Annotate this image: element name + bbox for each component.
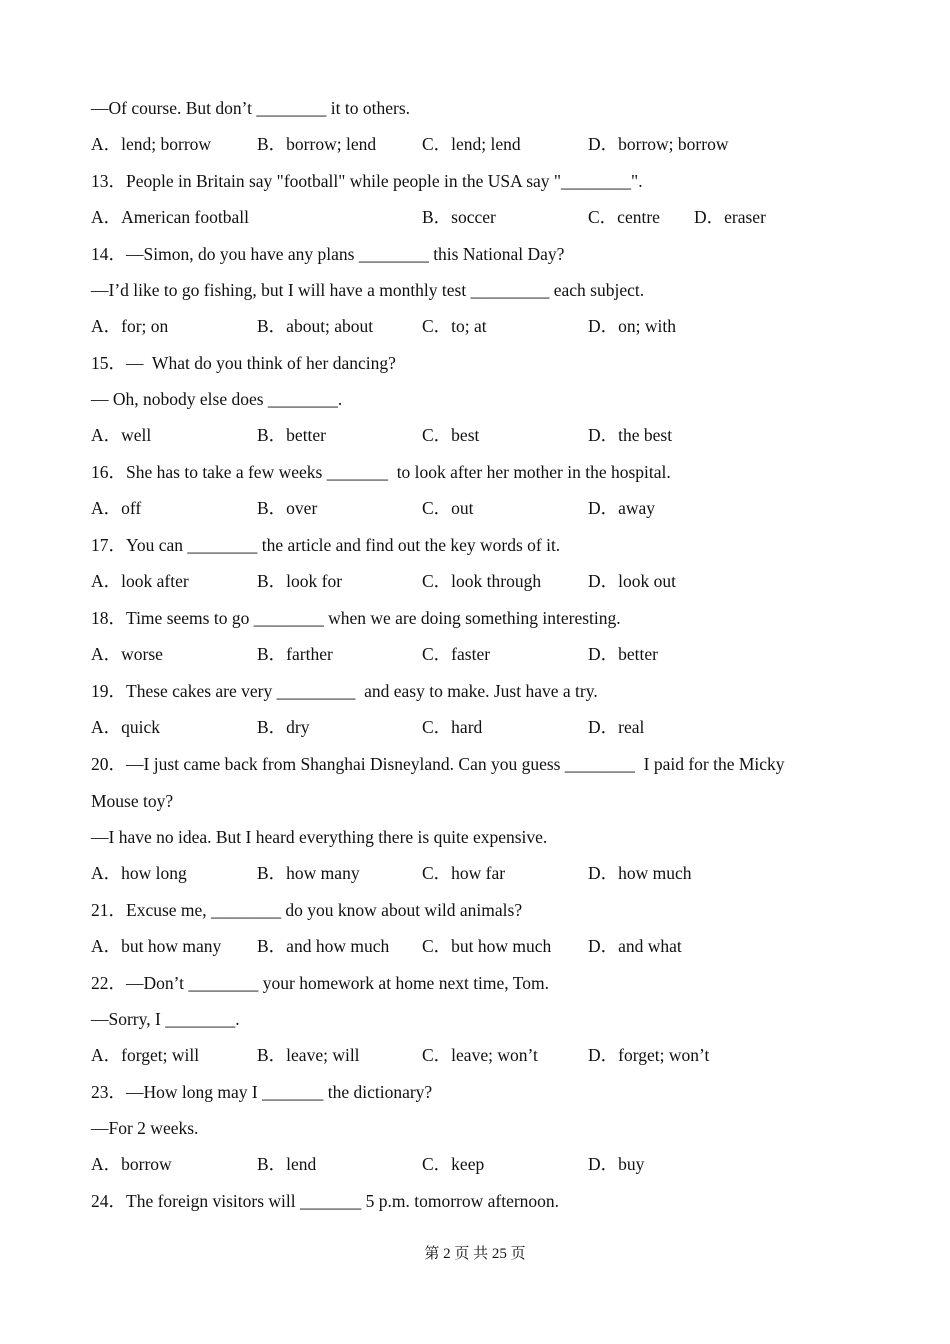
option-b: B．lend xyxy=(257,1154,317,1174)
options-row xyxy=(91,935,891,957)
question-21: 21．Excuse me, ________ do you know about wild animals? xyxy=(91,900,523,920)
option-c: C．how far xyxy=(422,863,506,883)
question-16: 16．She has to take a few weeks _______ to look after her mother in the hospital. xyxy=(91,462,671,482)
option-a: A．borrow xyxy=(91,1154,172,1174)
option-d: D．eraser xyxy=(694,207,766,227)
option-c: C．to; at xyxy=(422,316,487,336)
option-d: D．on; with xyxy=(588,316,676,336)
option-b: B．how many xyxy=(257,863,360,883)
question-22: 22．—Don’t ________ your homework at home next time, Tom. xyxy=(91,973,549,993)
options-row xyxy=(91,315,891,337)
option-a: A．for; on xyxy=(91,316,169,336)
option-a: A．how long xyxy=(91,863,187,883)
options-row xyxy=(91,133,891,155)
options-row xyxy=(91,716,891,738)
options-row xyxy=(91,206,891,228)
option-d: D．better xyxy=(588,644,658,664)
page-footer: 第 2 页 共 25 页 xyxy=(424,1246,526,1262)
option-a: A．look after xyxy=(91,571,189,591)
option-b: B．over xyxy=(257,498,318,518)
options-row xyxy=(91,643,891,665)
option-a: A．quick xyxy=(91,717,161,737)
option-a: A．American football xyxy=(91,207,249,227)
question-13: 13．People in Britain say "football" while people in the USA say "________". xyxy=(91,171,643,191)
answer-line: —I’d like to go fishing, but I will have a monthly test _________ each subject. xyxy=(91,280,645,300)
answer-line: —For 2 weeks. xyxy=(91,1118,199,1138)
option-d: D．buy xyxy=(588,1154,645,1174)
option-b: B．leave; will xyxy=(257,1045,360,1065)
option-b: B．and how much xyxy=(257,936,390,956)
option-d: D．and what xyxy=(588,936,682,956)
option-d: D．the best xyxy=(588,425,673,445)
option-a: A．lend; borrow xyxy=(91,134,212,154)
option-d: D．look out xyxy=(588,571,676,591)
option-c: C．but how much xyxy=(422,936,552,956)
option-b: B．farther xyxy=(257,644,333,664)
option-c: C．out xyxy=(422,498,474,518)
question-18: 18．Time seems to go ________ when we are doing something interesting. xyxy=(91,608,621,628)
option-d: D．real xyxy=(588,717,645,737)
options-row xyxy=(91,1153,891,1175)
options-row xyxy=(91,1044,891,1066)
options-row xyxy=(91,570,891,592)
question-17: 17．You can ________ the article and find out the key words of it. xyxy=(91,535,561,555)
question-19: 19．These cakes are very _________ and easy to make. Just have a try. xyxy=(91,681,598,701)
option-b: B．soccer xyxy=(422,207,496,227)
option-d: D．forget; won’t xyxy=(588,1045,710,1065)
option-b: B．dry xyxy=(257,717,310,737)
options-row xyxy=(91,862,891,884)
answer-line: —Sorry, I ________. xyxy=(91,1009,240,1029)
option-a: A．but how many xyxy=(91,936,222,956)
option-c: C．centre xyxy=(588,207,660,227)
option-a: A．well xyxy=(91,425,152,445)
option-c: C．keep xyxy=(422,1154,485,1174)
option-a: A．worse xyxy=(91,644,163,664)
question-20: 20．—I just came back from Shanghai Disneyland. Can you guess ________ I paid for the Micky xyxy=(91,754,785,774)
option-c: C．look through xyxy=(422,571,542,591)
option-a: A．forget; will xyxy=(91,1045,200,1065)
question-20-continued: Mouse toy? xyxy=(91,791,174,811)
option-c: C．best xyxy=(422,425,480,445)
question-23: 23．—How long may I _______ the dictionary? xyxy=(91,1082,433,1102)
option-b: B．look for xyxy=(257,571,343,591)
option-c: C．lend; lend xyxy=(422,134,521,154)
option-b: B．better xyxy=(257,425,327,445)
answer-line: — Oh, nobody else does ________. xyxy=(91,389,343,409)
answer-line: —I have no idea. But I heard everything there is quite expensive. xyxy=(91,827,548,847)
option-b: B．borrow; lend xyxy=(257,134,377,154)
option-c: C．leave; won’t xyxy=(422,1045,538,1065)
options-row xyxy=(91,497,891,519)
option-d: D．away xyxy=(588,498,656,518)
answer-line: —Of course. But don’t ________ it to others. xyxy=(91,98,411,118)
option-c: C．hard xyxy=(422,717,483,737)
question-24: 24．The foreign visitors will _______ 5 p.m. tomorrow afternoon. xyxy=(91,1191,560,1211)
option-b: B．about; about xyxy=(257,316,374,336)
option-c: C．faster xyxy=(422,644,491,664)
option-a: A．off xyxy=(91,498,142,518)
question-15: 15．— What do you think of her dancing? xyxy=(91,353,396,373)
question-14: 14．—Simon, do you have any plans ________ this National Day? xyxy=(91,244,565,264)
options-row xyxy=(91,424,891,446)
option-d: D．borrow; borrow xyxy=(588,134,729,154)
option-d: D．how much xyxy=(588,863,692,883)
